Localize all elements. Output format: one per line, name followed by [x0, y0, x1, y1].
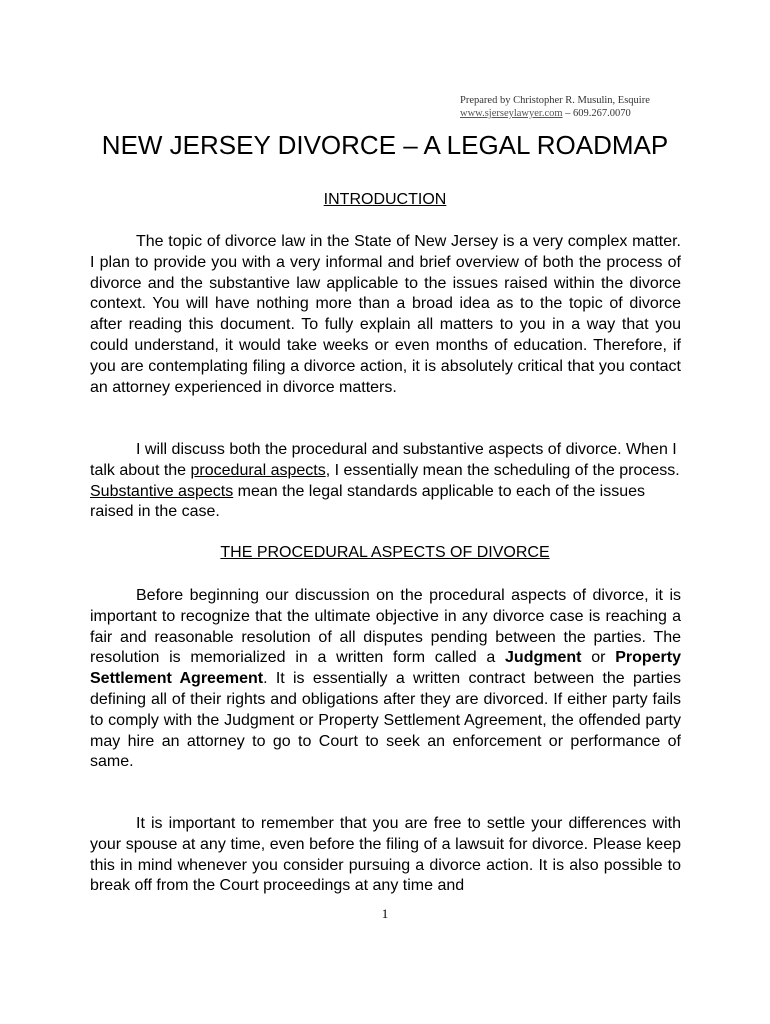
proc-p1-text-2: or [581, 649, 616, 667]
procedural-heading-text: THE PROCEDURAL ASPECTS OF DIVORCE [220, 544, 550, 561]
substantive-aspects-term: Substantive aspects [90, 482, 234, 500]
proc-p1-text-3: . It is essentially a written contract between the parties defining all of their rights and obligations after they are divorced. If either party fails to comply with the Judgment or Property Settlement Agreement, the offended party may hire an attorney to go to Court to seek an enforcement or performance of same. [90, 670, 681, 771]
document-title: NEW JERSEY DIVORCE – A LEGAL ROADMAP [101, 130, 669, 160]
property-settlement-agreement-term: Property Settlement Agreement [90, 649, 681, 688]
procedural-paragraph-1 [90, 586, 681, 773]
introduction-paragraph-2 [90, 440, 681, 523]
judgment-term: Judgment [505, 649, 582, 667]
procedural-heading [0, 543, 770, 563]
intro-p2-text-2: , I essentially mean the scheduling of the process. [325, 461, 680, 479]
procedural-aspects-term: procedural aspects [190, 461, 326, 479]
prepared-by-line: Prepared by Christopher R. Musulin, Esquire [460, 95, 650, 106]
intro-p2-text-1: I will discuss both the procedural and substantive aspects of divorce. When I talk about the [90, 441, 677, 479]
website-link[interactable]: www.sjerseylawyer.com [460, 108, 563, 119]
page-number: 1 [381, 906, 389, 921]
introduction-heading [0, 190, 770, 210]
introduction-heading-text: INTRODUCTION [323, 191, 447, 208]
phone-number: 609.267.0070 [573, 108, 631, 119]
procedural-paragraph-2: It is important to remember that you are free to settle your differences with your spouse at any time, even before the filing of a lawsuit for divorce. Please keep this in mind whenever you consider pursuing a divorce action. It is also possible to break off from the Court proceedings at any time and [90, 815, 681, 895]
intro-p2-text-3: mean the legal standards applicable to each of the issues raised in the case. [90, 482, 646, 521]
contact-line [460, 107, 650, 120]
introduction-paragraph-1: The topic of divorce law in the State of New Jersey is a very complex matter. I plan to provide you with a very informal and brief overview of both the process of divorce and the substantive law applicable to the issues raised within the divorce context. You will have nothing more than a broad idea as to the topic of divorce after reading this document. To fully explain all matters to you in a way that you could understand, it would take weeks or even months of education. Therefore, if you are contemplating filing a divorce action, it is absolutely critical that you contact an attorney experienced in divorce matters. [90, 233, 681, 396]
contact-separator: – [562, 108, 574, 119]
prepared-by-header [460, 94, 650, 120]
proc-p1-text-1: Before beginning our discussion on the procedural aspects of divorce, it is important to recognize that the ultimate objective in any divorce case is reaching a fair and reasonable resolution of all disputes pending between the parties. The resolution is memorialized in a written form called a [90, 587, 681, 667]
